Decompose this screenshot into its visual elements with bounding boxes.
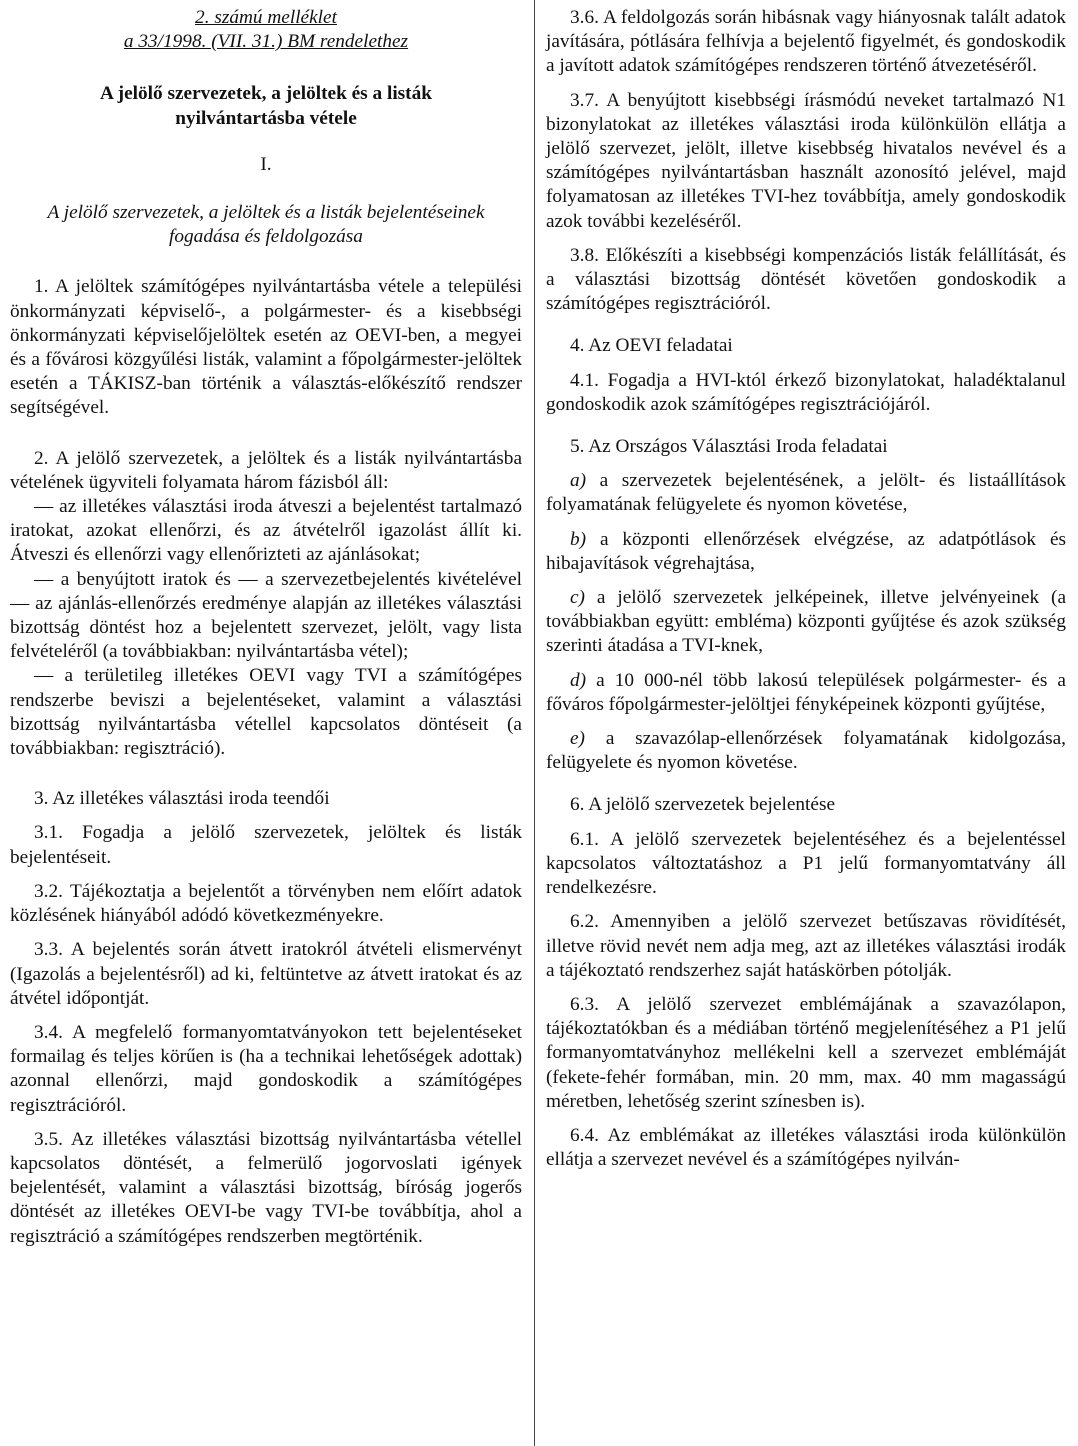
section-heading-6: 6. A jelölő szervezetek bejelentése <box>570 794 836 816</box>
list-item-d <box>546 669 1066 717</box>
paragraph-2: 2. A jelölő szervezetek, a jelöltek és a listák nyilvántartásba vételének ügyviteli folyamata három fázisból áll: <box>10 447 522 493</box>
list-item-e <box>546 727 1066 775</box>
section-heading-3: 3. Az illetékes választási iroda teendői <box>34 788 330 810</box>
paragraph-3-4: 3.4. A megfelelő formanyomtatványokon tett bejelentéseket formailag és teljes körűen is (ha a technikai lehetőségek adottak) azonnal ellenőrzi, majd gondoskodik a számítógépes regisztrációról. <box>10 1021 522 1116</box>
left-column <box>10 6 522 1440</box>
list-item-a <box>546 469 1066 517</box>
paragraph-6-4: 6.4. Az emblémákat az illetékes választási iroda különkülön ellátja a szervezet nevével és a számítógépes nyilván- <box>546 1124 1066 1171</box>
section-number: I. <box>260 153 272 175</box>
paragraph-1: 1. A jelöltek számítógépes nyilvántartásba vétele a települési önkormányzati képviselő-, a polgármester- és a kisebbségi önkormányzati képviselőjelöltek esetén az OEVI-ben, a megyei és a fővárosi közgyűlési listák, valamint a főpolgármester-jelöltek esetén a TÁKISZ-ban történik a választás-előkészítő rendszer segítségével. <box>10 276 522 419</box>
paragraph-3-8: 3.8. Előkészíti a kisebbségi kompenzációs listák felállítását, és a választási bizottság döntését követően gondoskodik a számítógépes regisztrációról. <box>546 244 1066 315</box>
paragraph-3-5: 3.5. Az illetékes választási bizottság nyilvántartásba vétellel kapcsolatos döntését, a felmerülő jogorvoslati igények bejelentését, valamint a választási bizottság, bíróság jogerős döntését az illetékes OEVI-be vagy TVI-be továbbítja, ahol a regisztráció a számítógépes rendszerben megtörténik. <box>10 1128 522 1247</box>
annex-regulation-ref: a 33/1998. (VII. 31.) BM rendelethez <box>123 31 409 53</box>
paragraph-3-2: 3.2. Tájékoztatja a bejelentőt a törvényben nem előírt adatok közlésének hiányából adódó következményekre. <box>10 880 522 927</box>
section-subtitle <box>10 201 522 249</box>
list-letter-d: d) <box>570 669 587 691</box>
paragraph-6-3: 6.3. A jelölő szervezet emblémájának a szavazólapon, tájékoztatókban és a médiában történő megjelenítéséhez a P1 jelű formanyomtatványhoz mellékelni kell a szervezet emblémáját (fekete-fehér formában, min. 20 mm, max. 40 mm magasságú méretben, lehetőség szerint színesben is). <box>546 993 1066 1112</box>
right-column <box>546 6 1066 1440</box>
paragraph-3-1: 3.1. Fogadja a jelölő szervezetek, jelöltek és listák bejelentéseit. <box>10 822 522 868</box>
section-heading-4: 4. Az OEVI feladatai <box>570 335 733 357</box>
paragraph-6-1: 6.1. A jelölő szervezetek bejelentéséhez és a bejelentéssel kapcsolatos változtatáshoz a P1 jelű formanyomtatvány áll rendelkezésre. <box>546 828 1066 899</box>
list-text-d: a 10 000-nél több lakosú települések polgármester- és a főváros főpolgármester-jelöltjei fényképeinek központi gyűjtése, <box>546 669 1066 715</box>
list-letter-a: a) <box>570 470 587 492</box>
list-text-c: a jelölő szervezetek jelképeinek, illetve jelvényeinek (a továbbiakban együtt: embléma) központi gyűjtése és azok szükség szerinti átadása a TVI-knek, <box>546 587 1067 657</box>
paragraph-3-3: 3.3. A bejelentés során átvett iratokról átvételi elismervényt (Igazolás a bejelentésről) ad ki, feltüntetve az átvett iratokat és az átvétel időpontját. <box>10 939 522 1009</box>
list-letter-e: e) <box>570 728 585 750</box>
section-heading-5: 5. Az Országos Választási Iroda feladatai <box>570 436 888 458</box>
paragraph-3-7: 3.7. A benyújtott kisebbségi írásmódú neveket tartalmazó N1 bizonylatokat az illetékes választási iroda különkülön ellátja a jelölő szervezet, jelölt, illetve kisebbség hivatalos nevével és a számítógépes nyilvántartásban használt azonosító jelével, majd folyamatosan az illetékes TVI-hez továbbítja, amely gondoskodik azok további kezeléséről. <box>546 89 1066 232</box>
page-title <box>10 82 522 130</box>
annex-label: 2. számú melléklet <box>195 7 337 28</box>
list-item-c <box>546 586 1066 659</box>
column-divider <box>534 0 535 1446</box>
title-line-1: A jelölő szervezetek, a jelöltek és a listák <box>100 83 432 105</box>
list-text-a: a szervezetek bejelentésének, a jelölt- és listaállítások folyamatának felügyelete és nyomon követése, <box>546 470 1066 516</box>
subtitle-line-2: fogadása és feldolgozása <box>169 226 363 248</box>
paragraph-6-2: 6.2. Amennyiben a jelölő szervezet betűszavas rövidítését, illetve rövid nevét nem adja meg, azt az illetékes választási irodák a tájékoztató rendszerhez saját hatáskörben pótolják. <box>546 911 1066 981</box>
title-line-2: nyilvántartásba vétele <box>175 107 357 129</box>
list-letter-b: b) <box>570 528 587 550</box>
list-text-e: a szavazólap-ellenőrzések folyamatának kidolgozása, felügyelete és nyomon követése. <box>546 728 1067 774</box>
list-text-b: a központi ellenőrzések elvégzése, az adatpótlások és hibajavítások végrehajtása, <box>546 528 1066 574</box>
paragraph-4-1: 4.1. Fogadja a HVI-któl érkező bizonylatokat, haladéktalanul gondoskodik azok számítógépes regisztrációjáról. <box>546 369 1066 415</box>
phase-item-1: — az illetékes választási iroda átveszi a bejelentést tartalmazó iratokat, azokat ellenőrzi, és az átvételről igazolást állít ki. Átveszi és ellenőrzi vagy ellenőrizteti az ajánlásokat; <box>10 496 522 566</box>
list-letter-c: c) <box>570 587 585 609</box>
list-item-b <box>546 528 1066 576</box>
phase-item-2: — a benyújtott iratok és — a szervezetbejelentés kivételével — az ajánlás-ellenőrzés eredménye alapján az illetékes választási bizottság döntést hoz a bejelentett szervezet, jelölt, vagy lista felvételéről (a továbbiakban: nyilvántartásba vétel); <box>10 568 522 663</box>
phase-item-3: — a területileg illetékes OEVI vagy TVI a számítógépes rendszerbe beviszi a bejelentéseket, valamint a választási bizottság nyilvántartásba vétellel kapcsolatos döntéseit (a továbbiakban: regisztráció). <box>10 665 522 760</box>
subtitle-line-1: A jelölő szervezetek, a jelöltek és a listák bejelentéseinek <box>47 202 485 224</box>
paragraph-3-6: 3.6. A feldolgozás során hibásnak vagy hiányosnak talált adatok javítására, pótlására felhívja a bejelentő figyelmét, és gondoskodik a javított adatok számítógépes rendszeren történő átvezetéséről. <box>546 7 1066 77</box>
